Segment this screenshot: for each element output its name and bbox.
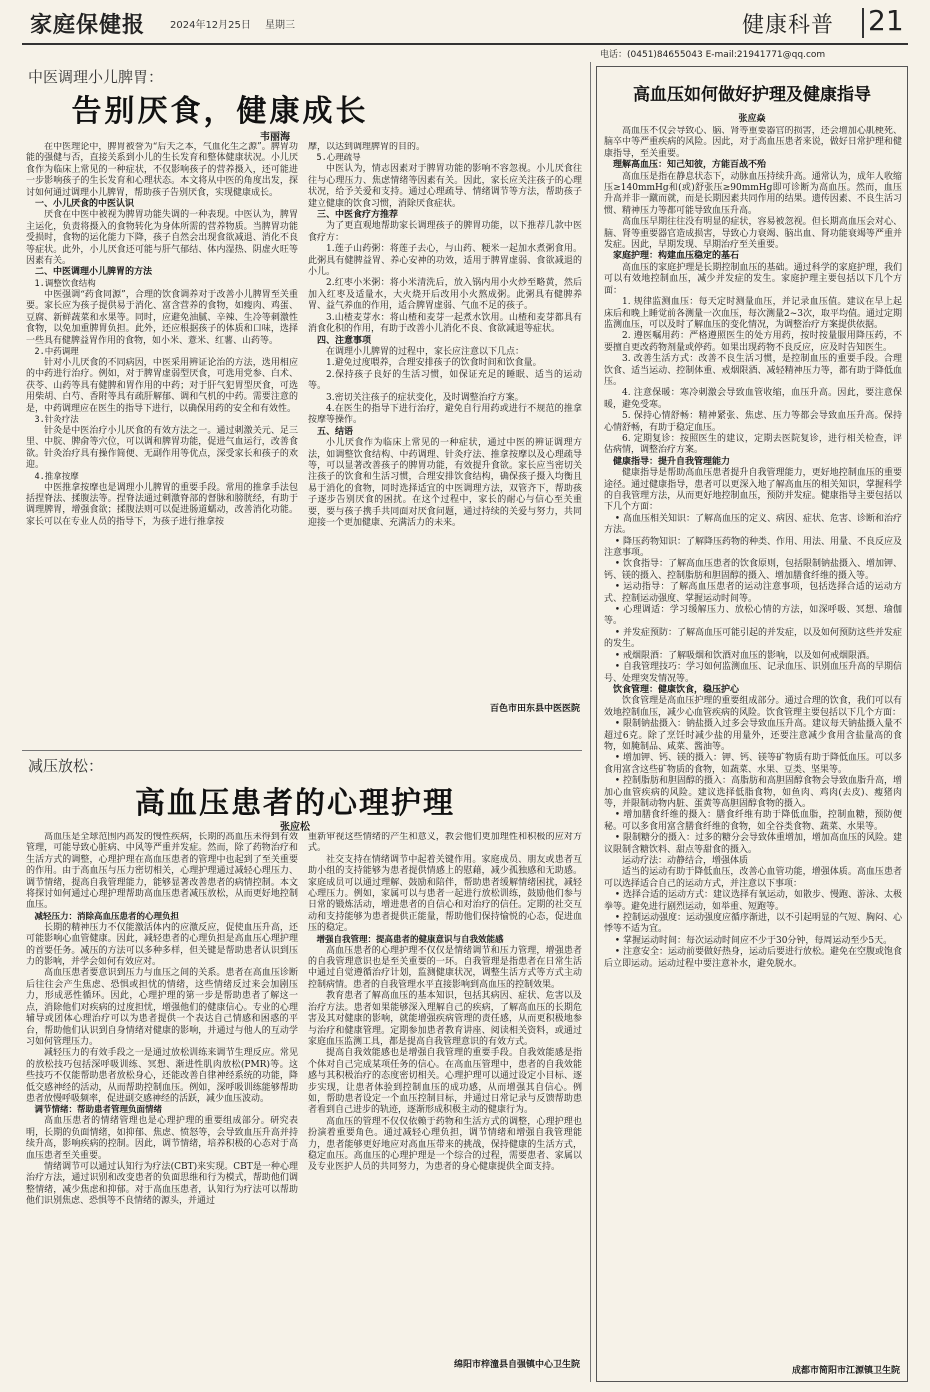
article2-kicker: 减压放松：: [28, 757, 104, 775]
section-divider: [862, 8, 864, 38]
paragraph-continued: 重新审视这些情绪的产生和意义，教会他们更加理性和积极的应对方式。: [308, 832, 582, 854]
article2-column-1: [26, 832, 298, 1384]
sub-heading: 4.推拿按摩: [34, 471, 79, 482]
paragraph: 2.保持孩子良好的生活习惯，如保证充足的睡眠、适当的运动等。: [308, 369, 582, 392]
section-heading: 饮食管理：健康饮食，稳压护心: [613, 684, 740, 695]
paragraph: 长期的精神压力不仅能激活体内的应激反应，促使血压升高，还可能影响心血管健康。因此，减轻患者的心理负担是高血压心理护理的首要任务。减压的方法可以多种多样，但关键是帮助患者认识到压力的影响，并学会如何有效应对。: [26, 922, 298, 968]
issue-weekday: 星期三: [265, 20, 295, 31]
section-heading: 家庭护理：构建血压稳定的基石: [613, 251, 740, 262]
paragraph: 中医推拿按摩也是调理小儿脾胃的重要手段。常用的推拿手法包括捏脊法、揉腹法等。捏脊法通过刺激脊部的督脉和膀胱经，有助于调理脾胃，增强食欲；揉腹法则可以促进肠道蠕动，改善消化功能。家长可以在专业人员的指导下，为孩子进行推拿按: [26, 482, 298, 527]
paragraph: 减轻压力的有效手段之一是通过放松训练来调节生理反应。常见的放松技巧包括深呼吸训练、冥想、渐进性肌肉放松(PMR)等。这些技巧不仅能帮助患者放松身心，还能改善自律神经系统的功能，降低交感神经的活动，从而帮助控制血压。例如，深呼吸训练能够帮助患者放慢呼吸频率，促进副交感神经的活跃，减少血压波动。: [26, 1048, 298, 1104]
bullet-item: • 限制糖分的摄入：过多的糖分会导致体重增加，增加高血压的风险。建议限制含糖饮料、甜点等甜食的摄入。: [604, 833, 902, 855]
article2-column-2: [308, 832, 582, 1352]
article2-author: 张应松: [280, 822, 310, 833]
article1-kicker: 中医调理小儿脾胃：: [28, 68, 164, 86]
paragraph: 饮食管理是高血压护理的重要组成部分。通过合理的饮食，我们可以有效地控制血压，减少心血管疾病的风险。饮食管理主要包括以下几个方面：: [604, 696, 902, 718]
paragraph: 教育患者了解高血压的基本知识，包括其病因、症状、危害以及治疗方法。患者如果能够深入理解自己的疾病，了解高血压的长期危害及其对健康的影响，就能增强疾病管理的责任感，从而更积极地参与治疗和健康管理。定期参加患者教育讲座、阅读相关资料，或通过家庭血压监测工具，都是提高自我管理意识的有效方式。: [308, 991, 582, 1047]
sub-heading: 5.心理疏导: [316, 153, 361, 164]
section-heading: 五、结语: [317, 426, 354, 437]
bullet-item: • 自我管理技巧：学习如何监测血压、记录血压、识别血压升高的早期信号、处理突发情况等。: [604, 662, 902, 684]
bullet-item: • 运动指导：了解高血压患者的运动注意事项，包括选择合适的运动方式、控制运动强度、掌握运动时间等。: [604, 582, 902, 604]
paragraph: 提高自我效能感也是增强自我管理的重要手段。自我效能感是指个体对自己完成某项任务的信心。在高血压管理中，患者的自我效能感与其积极治疗的态度密切相关。心理护理可以通过设定小目标、逐步实现，让患者体验到控制血压的成功感，从而增强其自信心。例如，帮助患者设定一个血压控制目标，并通过日常记录与反馈帮助患者看到自己进步的轨迹，逐渐形成积极主动的健康行为。: [308, 1048, 582, 1116]
paragraph: 社交支持在情绪调节中起着关键作用。家庭成员、朋友或患者互助小组的支持能够为患者提供情感上的慰藉，减少孤独感和无助感。家庭成员可以通过理解、鼓励和陪伴，帮助患者缓解情绪困扰，减轻心理压力。例如，家属可以与患者一起进行放松训练，鼓励他们参与日常的锻炼活动，增进患者的自信心和对治疗的信任。定期的社交互动和支持能够为患者提供正能量，帮助他们保持愉悦的心态，促进血压的稳定。: [308, 854, 582, 934]
article2-source: 绵阳市梓潼县自强镇中心卫生院: [453, 1360, 580, 1370]
paragraph: 小儿厌食作为临床上常见的一种症状，通过中医的辨证调理方法，如调整饮食结构、中药调理、针灸疗法、推拿按摩以及心理疏导等，可以显著改善孩子的脾胃功能，有效提升食欲。家长应当密切关注孩子的饮食和生活习惯，合理安排饮食结构，确保孩子摄入均衡且易于消化的食物，同时选择适宜的中医调理方法，双管齐下，帮助孩子逐步告别厌食的困扰。在这个过程中，家长的耐心与信心至关重要，要与孩子携手共同面对厌食问题，通过持续的关爱与努力，共同迎接一个更加健康、充满活力的未来。: [308, 438, 582, 528]
section-heading: 三、中医食疗方推荐: [317, 210, 399, 221]
paragraph: 情绪调节可以通过认知行为疗法(CBT)来实现。CBT是一种心理治疗方法，通过识别和改变患者的负面思维和行为模式，帮助他们调整情绪，减少焦虑和抑郁。对于高血压患者，认知行为疗法可以帮助他们识别焦虑、恐惧等不良情绪的源头，并通过: [26, 1161, 298, 1207]
bullet-item: • 控制运动强度：运动强度应循序渐进，以不引起明显的气短、胸闷、心悸等不适为宜。: [604, 913, 902, 935]
article1-column-2: [308, 142, 582, 710]
paragraph: 高血压患者的心理护理不仅仅是情绪调节和压力管理，增强患者的自我管理意识也是至关重要的一环。自我管理是指患者在日常生活中通过自觉遵循治疗计划，监测健康状况，调整生活方式等方式主动控制病情。患者的自我管理水平直接影响到高血压的控制效果。: [308, 945, 582, 990]
paper-name: 家庭保健报: [30, 12, 146, 38]
column-divider: [590, 62, 591, 1382]
paragraph: 4.在医生的指导下进行治疗，避免自行用药或进行不规范的推拿按摩等操作。: [308, 403, 582, 426]
bullet-item: • 限制钠盐摄入：钠盐摄入过多会导致血压升高。建议每天钠盐摄入量不超过6克。除了烹饪时减少盐的用量外，还要注意减少食用含盐量高的食物，如腌制品、咸菜、酱油等。: [604, 719, 902, 752]
paragraph: 高血压是全球范围内高发的慢性疾病，长期的高血压未得到有效管理，可能导致心脏病、中风等严重并发症。然而，除了药物治疗和生活方式的调整，心理护理在高血压患者的管理中也起到了至关重要的作用。由于高血压与压力密切相关，心理护理通过减轻心理压力、调节情绪，提高自我管理能力，能够显著改善患者的病情控制。本文将探讨如何通过心理护理帮助高血压患者减压放松，从而更好地控制血压。: [26, 832, 298, 911]
sub-heading: 2.中药调理: [34, 346, 79, 357]
section-heading: 调节情绪：帮助患者管理负面情绪: [34, 1105, 163, 1116]
paragraph: 高血压的家庭护理是长期控制血压的基础。通过科学的家庭护理，我们可以有效地控制血压，减少并发症的发生。家庭护理主要包括以下几个方面：: [604, 262, 902, 296]
bullet-item: • 选择合适的运动方式：建议选择有氧运动，如散步、慢跑、游泳、太极拳等。避免进行剧烈运动，如举重、短跑等。: [604, 890, 902, 912]
section-heading: 理解高血压：知己知彼，方能百战不殆: [613, 160, 767, 171]
paragraph: 4. 注意保暖：寒冷刺激会导致血管收缩，血压升高。因此，要注意保暖，避免受寒。: [604, 388, 902, 410]
article1-author: 韦丽海: [260, 132, 290, 143]
paragraph: 3.山楂麦芽水：将山楂和麦芽一起煮水饮用。山楂和麦芽都具有消食化积的作用，有助于改善小儿消化不良、食欲减退等症状。: [308, 312, 582, 335]
bullet-item: • 控制脂肪和胆固醇的摄入：高脂肪和高胆固醇食物会导致血脂升高，增加心血管疾病的风险。建议选择低脂食物，如鱼肉、鸡肉(去皮)、瘦猪肉等，并限制动物内脏、蛋黄等高胆固醇食物的摄入。: [604, 776, 902, 809]
article1-title: 告别厌食，健康成长: [71, 94, 369, 129]
paragraph: 高血压的管理不仅仅依赖于药物和生活方式的调整，心理护理也扮演着重要角色。通过减轻心理负担，调节情绪和增强自我管理能力，患者能够更好地应对高血压带来的挑战，保持健康的生活方式，稳定血压。高血压的心理护理是一个综合的过程，需要患者、家属以及专业医护人员的共同努力，为患者的身心健康提供全面支持。: [308, 1116, 582, 1173]
paragraph: 2.红枣小米粥：将小米清洗后，放入锅内用小火炒至略黄，然后加入红枣及适量水，大火烧开后改用小火熬成粥。此粥具有健脾养胃、益气养血的作用，适合脾胃虚弱、气血不足的孩子。: [308, 278, 582, 312]
page-number: 21: [868, 4, 904, 37]
article3-body: [604, 126, 902, 1360]
contact-line: 电话：(0451)84655043 E-mail:21941771@qq.com: [600, 50, 826, 60]
bullet-item: • 掌握运动时间：每次运动时间应不少于30分钟，每周运动至少5天。: [614, 935, 893, 946]
bullet-item: • 增加钾、钙、镁的摄入：钾、钙、镁等矿物质有助于降低血压。可以多食用富含这些矿物质的食物，如蔬菜、水果、豆类、坚果等。: [604, 753, 902, 775]
article-separator: [22, 750, 582, 751]
paragraph: 高血压早期往往没有明显的症状，容易被忽视。但长期高血压会对心、脑、肾等重要器官造成损害，导致心力衰竭、脑出血、肾功能衰竭等严重并发症。因此，早期发现、早期治疗至关重要。: [604, 217, 902, 251]
paragraph: 6. 定期复诊：按照医生的建议，定期去医院复诊，进行相关检查，评估病情，调整治疗方案。: [604, 433, 902, 456]
masthead-rule: [22, 43, 908, 45]
paragraph: 健康指导是帮助高血压患者提升自我管理能力，更好地控制血压的重要途径。通过健康指导，患者可以更深入地了解高血压的相关知识，掌握科学的自我管理方法，从而更好地控制血压，预防并发症。健康指导主要包括以下几个方面：: [604, 468, 902, 513]
paragraph: 1.避免过度喂养，合理安排孩子的饮食时间和饮食量。: [326, 358, 542, 369]
section-heading: 一、小儿厌食的中医认识: [35, 199, 135, 210]
bullet-item: • 注意安全：运动前要做好热身，运动后要进行放松。避免在空腹或饱食后立即运动。运动过程中要注意补水，避免脱水。: [604, 947, 902, 969]
paragraph: 针对小儿厌食的不同病因，中医采用辨证论治的方法，选用相应的中药进行治疗。例如，对于脾胃虚弱型厌食，可选用党参、白术、茯苓、山药等具有健脾和胃作用的中药；对于肝气犯胃型厌食，可选用柴胡、白芍、香附等具有疏肝解郁、调和气机的中药。需要注意的是，中药调理应在医生的指导下进行，以确保用药的安全和有效性。: [26, 357, 298, 414]
paragraph: 高血压患者要意识到压力与血压之间的关系。患者在高血压诊断后往往会产生焦虑、恐惧或担忧的情绪，这些情绪反过来会加剧压力，形成恶性循环。因此，心理护理的第一步是帮助患者了解这一点，消除他们对疾病的过度担忧，增强他们的健康信心。专业的心理辅导或团体心理治疗可以为患者提供一个表达自己情感和困惑的平台，帮助他们认识到自身情绪对健康的影响，并通过与他人的互动学习如何管理压力。: [26, 968, 298, 1047]
bullet-item: • 降压药物知识：了解降压药物的种类、作用、用法、用量、不良反应及注意事项。: [604, 536, 902, 559]
paragraph: 1. 规律监测血压：每天定时测量血压，并记录血压值。建议在早上起床后和晚上睡觉前各测量一次血压，每次测量2~3次，取平均值。通过定期监测血压，可以及时了解血压的变化情况，为调整治疗方案提供依据。: [604, 297, 902, 330]
bullet-item: • 增加膳食纤维的摄入：膳食纤维有助于降低血脂，控制血糖，预防便秘。可以多食用富含膳食纤维的食物，如全谷类食物、蔬菜、水果等。: [604, 810, 902, 832]
section-heading: 四、注意事项: [317, 335, 372, 346]
bullet-item: • 高血压相关知识：了解高血压的定义、病因、症状、危害、诊断和治疗方法。: [604, 513, 902, 536]
paragraph: 5. 保持心情舒畅：精神紧张、焦虑、压力等都会导致血压升高。保持心情舒畅，有助于稳定血压。: [604, 411, 902, 433]
paragraph: 厌食在中医中被视为脾胃功能失调的一种表现。中医认为，脾胃主运化，负责将摄入的食物转化为身体所需的营养物质。当脾胃功能受损时，食物的运化能力下降，孩子自然会出现食欲减退、消化不良等症状。此外，小儿厌食还可能与肝气郁结、体内湿热、阴虚火旺等因素有关。: [26, 210, 298, 267]
bullet-item: • 并发症预防：了解高血压可能引起的并发症，以及如何预防这些并发症的发生。: [604, 627, 902, 650]
paragraph: 3. 改善生活方式：改善不良生活习惯，是控制血压的重要手段。合理饮食、适当运动、控制体重、戒烟限酒、减轻精神压力等，都有助于降低血压。: [604, 354, 902, 387]
article3-source: 成都市简阳市江源镇卫生院: [791, 1366, 900, 1376]
section-heading: 健康指导：提升自我管理能力: [613, 456, 731, 467]
paragraph: 2. 遵医嘱用药：严格遵照医生的处方用药，按时按量服用降压药，不要擅自更改药物剂量或停药。如果出现药物不良反应，应及时告知医生。: [604, 331, 902, 353]
paragraph: 在调理小儿脾胃的过程中，家长应注意以下几点：: [326, 346, 525, 357]
paragraph: 1.莲子山药粥：将莲子去心，与山药、粳米一起加水煮粥食用。此粥具有健脾益胃、养心安神的功效，适用于脾胃虚弱、食欲减退的小儿。: [308, 244, 582, 278]
paragraph: 适当的运动有助于降低血压，改善心血管功能，增强体质。高血压患者可以选择适合自己的运动方式，并注意以下事项：: [604, 867, 902, 889]
sub-heading: 3.针灸疗法: [34, 414, 79, 425]
sub-heading: 1.调整饮食结构: [34, 278, 96, 289]
section-heading: 减轻压力：消除高血压患者的心理负担: [34, 911, 180, 922]
paragraph: 中医强调“药食同源”，合理的饮食调养对于改善小儿脾胃至关重要。家长应为孩子提供易于消化、富含营养的食物，如瘦肉、鸡蛋、豆腐、新鲜蔬菜和水果等。同时，应避免油腻、辛辣、生冷等刺激性食物，以免加重脾胃负担。此外，还应根据孩子的体质和口味，选择一些具有健脾益胃作用的食物，如小米、薏米、红薯、山药等。: [26, 289, 298, 346]
paragraph: 为了更直观地帮助家长调理孩子的脾胃功能，以下推荐几款中医食疗方：: [308, 221, 582, 243]
issue-date: 2024年12月25日: [170, 20, 251, 31]
article3-author: 张应焱: [738, 114, 766, 124]
paragraph: 在中医理论中，脾胃被誉为“后天之本，气血化生之源”。脾胃功能的强健与否，直接关系到小儿的生长发育和整体健康状况。小儿厌食作为临床上常见的一种症状，不仅影响孩子的营养摄入，还可能进一步影响孩子的生长发育和心理状态。本文将从中医的角度出发，探讨如何通过调理小儿脾胃，帮助孩子告别厌食，实现健康成长。: [26, 142, 298, 198]
article3-title: 高血压如何做好护理及健康指导: [633, 85, 871, 105]
masthead: [0, 0, 930, 44]
paragraph: 运动疗法：动静结合，增强体质: [622, 856, 749, 866]
paragraph: 中医认为，情志因素对于脾胃功能的影响不容忽视。小儿厌食往往与心理压力、焦虑情绪等因素有关。因此，家长应关注孩子的心理状况，给予关爱和支持。通过心理疏导、情绪调节等方法，帮助孩子建立健康的饮食习惯，消除厌食症状。: [308, 164, 582, 209]
article1-column-1: [26, 142, 298, 742]
paragraph: 高血压患者的情绪管理也是心理护理的重要组成部分。研究表明，长期的负面情绪，如抑郁、焦虑、愤怒等，会导致血压升高并持续升高，影响疾病的控制。因此，调节情绪，培养积极的心态对于高血压患者至关重要。: [26, 1116, 298, 1161]
bullet-item: • 饮食指导：了解高血压患者的饮食原则，包括限制钠盐摄入、增加钾、钙、镁的摄入、控制脂肪和胆固醇的摄入、增加膳食纤维的摄入等。: [604, 559, 902, 581]
paragraph: 3.密切关注孩子的症状变化，及时调整治疗方案。: [326, 392, 524, 403]
article2-title: 高血压患者的心理护理: [135, 786, 455, 821]
section-name: 健康科普: [742, 13, 835, 38]
section-heading: 二、中医调理小儿脾胃的方法: [35, 267, 153, 278]
section-heading: 增强自我管理：提高患者的健康意识与自我效能感: [316, 934, 504, 945]
bullet-item: • 戒烟限酒：了解吸烟和饮酒对血压的影响，以及如何戒烟限酒。: [614, 650, 875, 661]
paragraph: 针灸是中医治疗小儿厌食的有效方法之一。通过刺激关元、足三里、中脘、脾俞等穴位，可以调和脾胃功能，促进气血运行，改善食欲。针灸治疗具有操作简便、无副作用等优点，深受家长和孩子的欢迎。: [26, 425, 298, 471]
bullet-item: • 心理调适：学习缓解压力、放松心情的方法，如深呼吸、冥想、瑜伽等。: [604, 605, 902, 627]
paragraph: 高血压不仅会导致心、脑、肾等重要器官的损害，还会增加心肌梗死、脑卒中等严重疾病的风险。因此，对于高血压患者来说，做好日常护理和健康指导，至关重要。: [604, 126, 902, 159]
article1-source: 百色市田东县中医医院: [489, 704, 580, 714]
paragraph: 高血压是指在静息状态下，动脉血压持续升高。通常认为，成年人收缩压≥140mmHg和(或)舒张压≥90mmHg即可诊断为高血压。然而，血压升高并非一蹴而就，而是长期因素共同作用的结果。遗传因素、不良生活习惯、精神压力等都可能导致血压升高。: [604, 171, 902, 216]
paragraph-continued: 摩，以达到调理脾胃的目的。: [308, 142, 426, 152]
